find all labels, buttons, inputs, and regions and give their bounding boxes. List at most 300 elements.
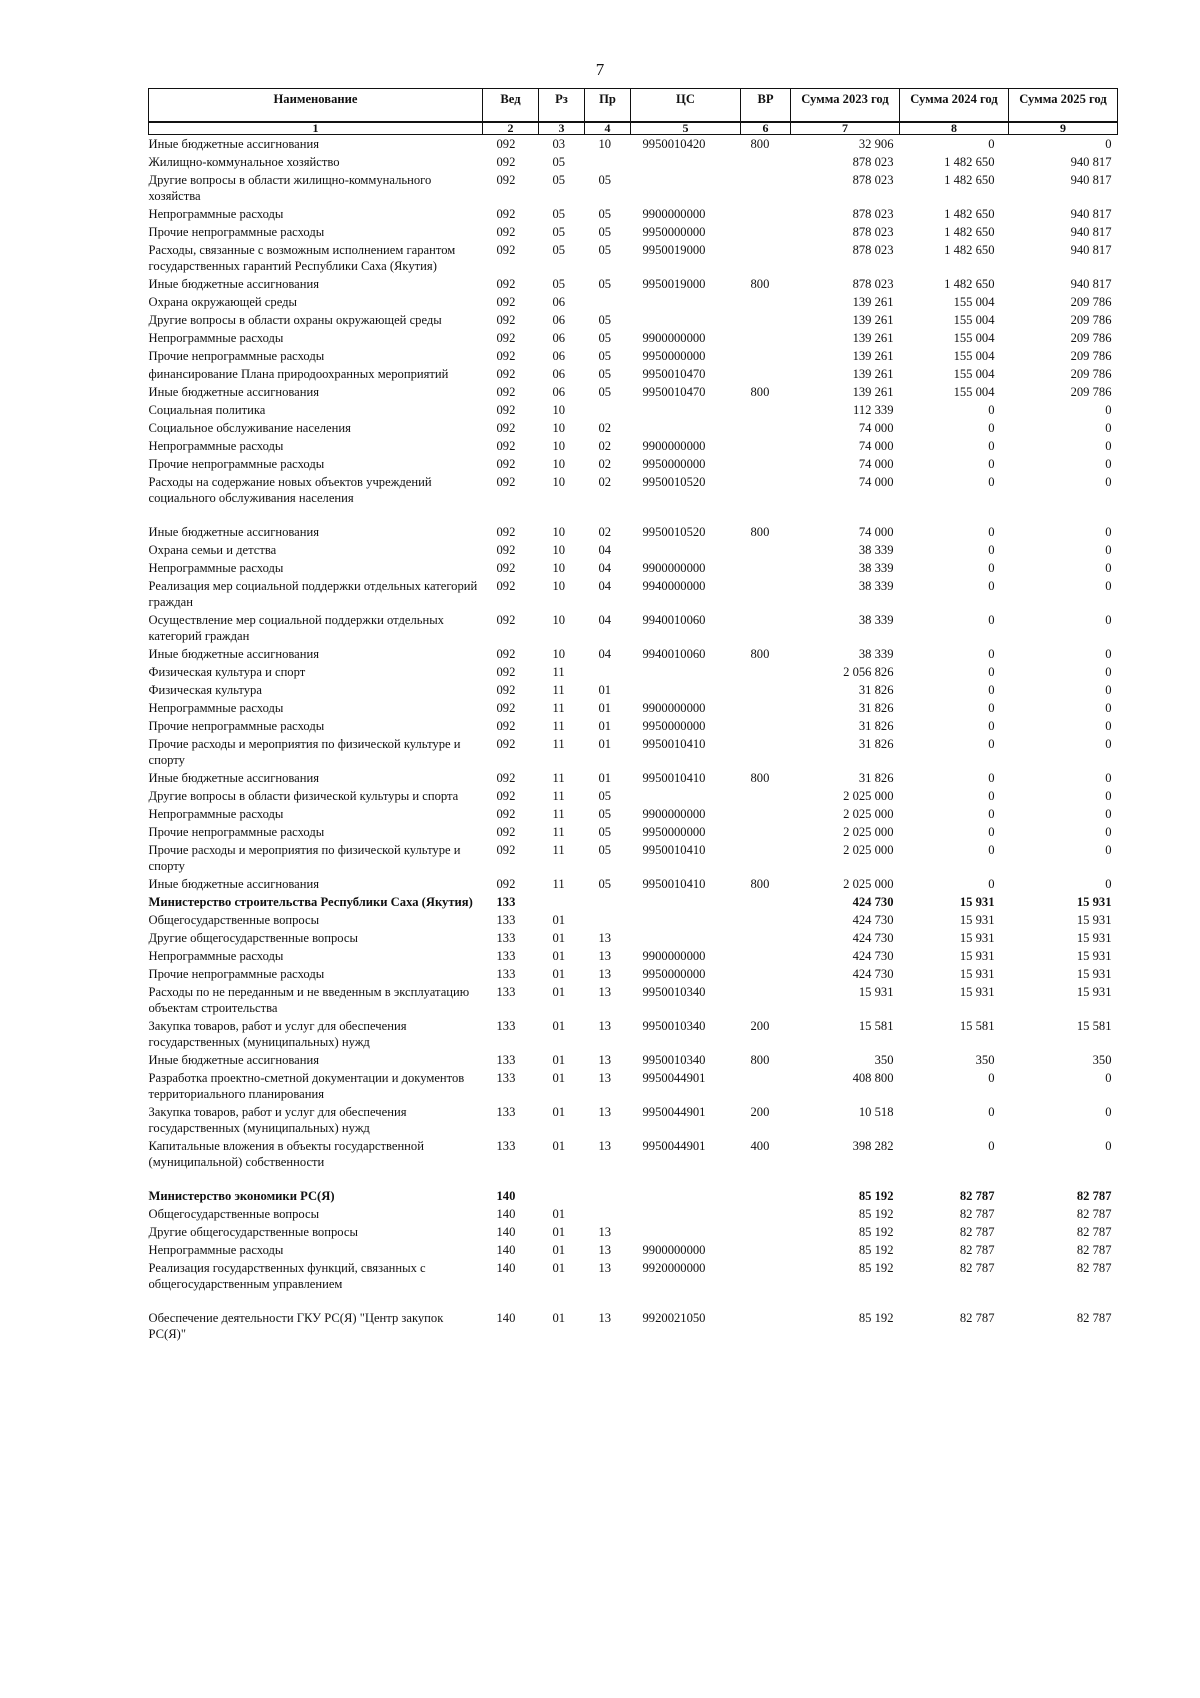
row-sum-2025: 15 931: [1076, 985, 1112, 999]
row-sum-2024: 0: [988, 877, 995, 891]
row-sum-2023: 2 025 000: [843, 789, 894, 803]
row-sum-2024: 0: [988, 613, 995, 627]
table-row: [149, 805, 1118, 823]
row-vr: [741, 1069, 791, 1103]
row-name: Реализация государственных функций, связанных с общегосударственным управлением: [148, 1261, 426, 1291]
row-rz: 01: [552, 1139, 566, 1153]
row-name: Прочие непрограммные расходы: [148, 719, 325, 733]
row-sum-2024: 0: [988, 561, 995, 575]
column-number: 1: [149, 122, 483, 135]
row-pr: 05: [598, 173, 612, 187]
row-name: Непрограммные расходы: [148, 701, 284, 715]
row-sum-2023: 38 339: [858, 579, 894, 593]
row-ved: 092: [496, 771, 516, 785]
table-row: [149, 893, 1118, 911]
row-ved: 133: [496, 949, 516, 963]
row-vr: [741, 171, 791, 205]
row-sum-2025: 0: [1105, 701, 1112, 715]
row-pr: 05: [598, 277, 612, 291]
row-sum-2023: 38 339: [858, 647, 894, 661]
row-sum-2025: 15 931: [1076, 949, 1112, 963]
table-row: [149, 473, 1118, 507]
row-cs: 9950044901: [642, 1071, 706, 1085]
row-cs: 9900000000: [642, 331, 706, 345]
row-sum-2025: 82 787: [1076, 1243, 1112, 1257]
row-cs: 9950044901: [642, 1139, 706, 1153]
table-row: [149, 275, 1118, 293]
row-cs: 9940010060: [642, 613, 706, 627]
row-rz: 01: [552, 985, 566, 999]
row-rz: 05: [552, 207, 566, 221]
row-ved: 092: [496, 313, 516, 327]
row-cs: 9950010340: [642, 1019, 706, 1033]
row-cs: [631, 293, 741, 311]
row-rz: 05: [552, 225, 566, 239]
row-name: Другие общегосударственные вопросы: [148, 931, 358, 945]
table-row: [149, 577, 1118, 611]
row-sum-2023: 2 025 000: [843, 843, 894, 857]
column-number: 3: [539, 122, 585, 135]
row-rz: 05: [552, 243, 566, 257]
row-ved: 092: [496, 665, 516, 679]
row-sum-2025: 0: [1105, 421, 1112, 435]
row-rz: 01: [552, 1311, 566, 1325]
row-pr: 02: [598, 457, 612, 471]
row-rz: [539, 1187, 585, 1205]
row-pr: 13: [598, 1105, 612, 1119]
row-cs: [631, 311, 741, 329]
row-sum-2023: 350: [874, 1053, 894, 1067]
row-ved: 140: [496, 1243, 516, 1257]
row-rz: 11: [552, 771, 565, 785]
row-pr: 05: [598, 385, 612, 399]
row-vr: [741, 455, 791, 473]
row-sum-2023: 878 023: [852, 173, 894, 187]
row-ved: 133: [496, 1053, 516, 1067]
row-name: Капитальные вложения в объекты государственной (муниципальной) собственности: [148, 1139, 424, 1169]
row-cs: [631, 929, 741, 947]
row-name: Расходы по не переданным и не введенным в эксплуатацию объектам строительства: [148, 985, 470, 1015]
table-row: [149, 1259, 1118, 1293]
row-sum-2023: 38 339: [858, 543, 894, 557]
row-rz: 01: [552, 1225, 566, 1239]
row-vr: 800: [750, 525, 770, 539]
row-pr: 02: [598, 421, 612, 435]
header-sum-2025: Сумма 2025 год: [1009, 89, 1118, 123]
row-sum-2023: 139 261: [852, 295, 894, 309]
row-sum-2024: 155 004: [953, 313, 995, 327]
row-sum-2025: 0: [1105, 1105, 1112, 1119]
row-sum-2024: 0: [988, 737, 995, 751]
row-ved: 092: [496, 843, 516, 857]
table-row: [149, 541, 1118, 559]
row-sum-2025: 82 787: [1076, 1189, 1112, 1203]
table-row: [149, 1223, 1118, 1241]
row-rz: 11: [552, 665, 565, 679]
column-number-row: [149, 122, 1118, 135]
row-sum-2023: 878 023: [852, 243, 894, 257]
row-sum-2025: 0: [1105, 475, 1112, 489]
row-rz: [539, 893, 585, 911]
row-sum-2025: 209 786: [1070, 313, 1112, 327]
row-ved: 092: [496, 331, 516, 345]
row-vr: [741, 419, 791, 437]
row-cs: [631, 171, 741, 205]
row-pr: 05: [598, 367, 612, 381]
row-vr: [741, 965, 791, 983]
row-name: Осуществление мер социальной поддержки отдельных категорий граждан: [148, 613, 444, 643]
row-sum-2023: 424 730: [852, 931, 894, 945]
row-vr: [741, 611, 791, 645]
row-cs: 9920021050: [642, 1311, 706, 1325]
row-vr: 200: [750, 1019, 770, 1033]
row-rz: 01: [552, 931, 566, 945]
row-sum-2023: 74 000: [858, 421, 894, 435]
table-row: [149, 1069, 1118, 1103]
row-pr: 02: [598, 525, 612, 539]
row-spacer: [149, 1171, 1118, 1187]
row-sum-2025: 940 817: [1070, 277, 1112, 291]
row-ved: 092: [496, 173, 516, 187]
row-sum-2023: 424 730: [852, 949, 894, 963]
row-rz: 11: [552, 789, 565, 803]
row-sum-2024: 155 004: [953, 295, 995, 309]
table-row: [149, 365, 1118, 383]
row-vr: [741, 911, 791, 929]
row-sum-2025: 940 817: [1070, 155, 1112, 169]
row-vr: [741, 787, 791, 805]
row-sum-2023: 85 192: [858, 1207, 894, 1221]
row-vr: 800: [750, 1053, 770, 1067]
row-sum-2025: 15 931: [1076, 913, 1112, 927]
row-name: Физическая культура: [148, 683, 262, 697]
header-cs: ЦС: [631, 89, 741, 123]
row-name: Непрограммные расходы: [148, 207, 284, 221]
row-sum-2023: 74 000: [858, 457, 894, 471]
table-row: [149, 347, 1118, 365]
row-vr: [741, 1259, 791, 1293]
row-vr: 800: [750, 385, 770, 399]
row-rz: 01: [552, 967, 566, 981]
row-vr: [741, 929, 791, 947]
row-sum-2025: 0: [1105, 137, 1112, 151]
row-name: Непрограммные расходы: [148, 1243, 284, 1257]
row-sum-2024: 0: [988, 1071, 995, 1085]
row-ved: 092: [496, 543, 516, 557]
row-ved: 140: [496, 1311, 516, 1325]
row-pr: 05: [598, 349, 612, 363]
header-pr: Пр: [585, 89, 631, 123]
row-sum-2023: 424 730: [852, 913, 894, 927]
row-ved: 092: [496, 719, 516, 733]
row-ved: 092: [496, 207, 516, 221]
table-row: [149, 663, 1118, 681]
row-sum-2023: 85 192: [858, 1225, 894, 1239]
row-sum-2025: 15 581: [1076, 1019, 1112, 1033]
row-sum-2025: 15 931: [1076, 931, 1112, 945]
table-row: [149, 769, 1118, 787]
row-ved: 092: [496, 349, 516, 363]
row-sum-2024: 0: [988, 665, 995, 679]
table-row: [149, 135, 1118, 154]
row-rz: 10: [552, 613, 566, 627]
table-row: [149, 823, 1118, 841]
row-sum-2025: 82 787: [1076, 1311, 1112, 1325]
row-ved: 092: [496, 647, 516, 661]
row-name: Закупка товаров, работ и услуг для обеспечения государственных (муниципальных) нужд: [148, 1019, 407, 1049]
column-number: 2: [483, 122, 539, 135]
row-ved: 133: [496, 1019, 516, 1033]
row-name: Прочие расходы и мероприятия по физической культуре и спорту: [148, 843, 461, 873]
table-row: [149, 681, 1118, 699]
row-vr: [741, 1223, 791, 1241]
row-sum-2024: 0: [988, 647, 995, 661]
row-sum-2024: 0: [988, 579, 995, 593]
row-pr: 05: [598, 789, 612, 803]
row-vr: [741, 805, 791, 823]
column-number: 7: [791, 122, 900, 135]
row-rz: 01: [552, 1261, 566, 1275]
table-body: [149, 135, 1118, 1344]
row-sum-2024: 0: [988, 137, 995, 151]
row-pr: 05: [598, 225, 612, 239]
row-rz: 06: [552, 295, 566, 309]
row-pr: 13: [598, 1139, 612, 1153]
row-vr: 800: [750, 137, 770, 151]
row-cs: [631, 787, 741, 805]
table-row: [149, 911, 1118, 929]
row-sum-2025: 0: [1105, 525, 1112, 539]
row-rz: 10: [552, 543, 566, 557]
row-sum-2023: 74 000: [858, 525, 894, 539]
row-rz: 10: [552, 579, 566, 593]
row-sum-2024: 0: [988, 771, 995, 785]
row-cs: 9950010410: [642, 771, 706, 785]
row-sum-2025: 15 931: [1076, 967, 1112, 981]
row-ved: 092: [496, 295, 516, 309]
row-sum-2025: 0: [1105, 719, 1112, 733]
row-cs: 9950010420: [642, 137, 706, 151]
row-pr: 13: [598, 1019, 612, 1033]
table-row: [149, 1017, 1118, 1051]
row-ved: 133: [496, 985, 516, 999]
row-pr: 13: [598, 931, 612, 945]
row-sum-2025: 940 817: [1070, 243, 1112, 257]
row-rz: 06: [552, 331, 566, 345]
row-pr: [585, 1187, 631, 1205]
row-sum-2025: 0: [1105, 789, 1112, 803]
row-name: Другие вопросы в области жилищно-коммунального хозяйства: [148, 173, 432, 203]
row-pr: 13: [598, 949, 612, 963]
row-name: Реализация мер социальной поддержки отдельных категорий граждан: [148, 579, 478, 609]
row-sum-2025: 0: [1105, 543, 1112, 557]
row-ved: 092: [496, 225, 516, 239]
row-cs: 9950010340: [642, 985, 706, 999]
row-sum-2024: 155 004: [953, 331, 995, 345]
row-sum-2023: 74 000: [858, 475, 894, 489]
row-name: Иные бюджетные ассигнования: [148, 525, 320, 539]
row-sum-2024: 1 482 650: [944, 207, 995, 221]
row-sum-2024: 82 787: [959, 1207, 995, 1221]
row-name: Жилищно-коммунальное хозяйство: [148, 155, 340, 169]
row-rz: 11: [552, 877, 565, 891]
row-name: Министерство строительства Республики Саха (Якутия): [148, 895, 473, 909]
row-name: Общегосударственные вопросы: [148, 1207, 320, 1221]
row-spacer: [149, 1293, 1118, 1309]
row-sum-2025: 940 817: [1070, 225, 1112, 239]
row-ved: 092: [496, 137, 516, 151]
row-pr: [585, 153, 631, 171]
row-vr: [741, 1205, 791, 1223]
row-pr: 02: [598, 439, 612, 453]
row-sum-2025: 15 931: [1076, 895, 1112, 909]
row-sum-2023: 139 261: [852, 313, 894, 327]
row-sum-2025: 82 787: [1076, 1225, 1112, 1239]
row-pr: 01: [598, 683, 612, 697]
row-sum-2024: 0: [988, 825, 995, 839]
row-name: Расходы на содержание новых объектов учреждений социального обслуживания населения: [148, 475, 432, 505]
row-ved: 092: [496, 789, 516, 803]
row-sum-2025: 0: [1105, 1139, 1112, 1153]
row-sum-2024: 155 004: [953, 367, 995, 381]
table-row: [149, 1103, 1118, 1137]
row-rz: 06: [552, 367, 566, 381]
table-row: [149, 1187, 1118, 1205]
row-sum-2024: 15 931: [959, 913, 995, 927]
row-rz: 03: [552, 137, 566, 151]
row-name: Непрограммные расходы: [148, 561, 284, 575]
table-row: [149, 645, 1118, 663]
row-sum-2023: 85 192: [858, 1261, 894, 1275]
row-pr: 04: [598, 613, 612, 627]
row-sum-2025: 209 786: [1070, 349, 1112, 363]
row-sum-2024: 0: [988, 525, 995, 539]
row-ved: 092: [496, 243, 516, 257]
row-rz: 06: [552, 385, 566, 399]
row-name: Расходы, связанные с возможным исполнением гарантом государственных гарантий Республики Саха (Якутия): [148, 243, 456, 273]
row-sum-2024: 82 787: [959, 1261, 995, 1275]
page-number: 7: [595, 60, 605, 79]
row-sum-2024: 0: [988, 439, 995, 453]
row-rz: 05: [552, 277, 566, 291]
row-sum-2025: 0: [1105, 877, 1112, 891]
row-pr: 02: [598, 475, 612, 489]
row-sum-2023: 31 826: [858, 737, 894, 751]
row-sum-2024: 0: [988, 683, 995, 697]
row-cs: 9950019000: [642, 277, 706, 291]
row-sum-2025: 0: [1105, 647, 1112, 661]
row-vr: [741, 559, 791, 577]
row-vr: [741, 841, 791, 875]
row-name: Иные бюджетные ассигнования: [148, 1053, 320, 1067]
row-vr: [741, 681, 791, 699]
row-ved: 092: [496, 475, 516, 489]
row-sum-2024: 0: [988, 789, 995, 803]
row-vr: [741, 401, 791, 419]
row-ved: 092: [496, 525, 516, 539]
row-name: Физическая культура и спорт: [148, 665, 306, 679]
row-sum-2025: 0: [1105, 737, 1112, 751]
row-sum-2025: 0: [1105, 403, 1112, 417]
row-sum-2024: 0: [988, 421, 995, 435]
row-sum-2023: 85 192: [858, 1243, 894, 1257]
row-rz: 10: [552, 439, 566, 453]
row-sum-2023: 85 192: [858, 1311, 894, 1325]
row-pr: [585, 911, 631, 929]
row-cs: [631, 893, 741, 911]
row-vr: [741, 205, 791, 223]
row-sum-2023: 139 261: [852, 367, 894, 381]
row-pr: 05: [598, 877, 612, 891]
table-row: [149, 223, 1118, 241]
row-sum-2023: 15 581: [858, 1019, 894, 1033]
row-cs: 9950010520: [642, 475, 706, 489]
row-ved: 140: [496, 1207, 516, 1221]
row-sum-2025: 350: [1092, 1053, 1112, 1067]
row-name: Охрана окружающей среды: [148, 295, 297, 309]
row-sum-2024: 155 004: [953, 349, 995, 363]
row-rz: 01: [552, 1019, 566, 1033]
row-ved: 140: [496, 1225, 516, 1239]
column-number: 9: [1009, 122, 1118, 135]
row-rz: 11: [552, 825, 565, 839]
row-cs: [631, 663, 741, 681]
column-number: 4: [585, 122, 631, 135]
row-sum-2025: 0: [1105, 683, 1112, 697]
table-row: [149, 611, 1118, 645]
row-vr: 800: [750, 877, 770, 891]
row-sum-2024: 0: [988, 543, 995, 557]
row-ved: 092: [496, 561, 516, 575]
row-vr: [741, 577, 791, 611]
row-vr: [741, 153, 791, 171]
table-row: [149, 875, 1118, 893]
row-cs: 9950000000: [642, 719, 706, 733]
row-ved: 092: [496, 457, 516, 471]
row-pr: 01: [598, 719, 612, 733]
row-pr: 04: [598, 579, 612, 593]
row-sum-2025: 82 787: [1076, 1207, 1112, 1221]
row-name: Прочие непрограммные расходы: [148, 825, 325, 839]
row-sum-2025: 0: [1105, 561, 1112, 575]
row-ved: 092: [496, 807, 516, 821]
table-row: [149, 929, 1118, 947]
row-sum-2025: 0: [1105, 807, 1112, 821]
row-rz: 01: [552, 1053, 566, 1067]
row-ved: 092: [496, 421, 516, 435]
row-vr: [741, 223, 791, 241]
row-sum-2025: 209 786: [1070, 295, 1112, 309]
row-pr: 04: [598, 561, 612, 575]
row-cs: 9950010410: [642, 843, 706, 857]
row-pr: 04: [598, 543, 612, 557]
row-rz: 01: [552, 1243, 566, 1257]
row-pr: 05: [598, 313, 612, 327]
row-ved: 133: [496, 913, 516, 927]
row-ved: 092: [496, 701, 516, 715]
row-vr: [741, 983, 791, 1017]
row-name: Охрана семьи и детства: [148, 543, 277, 557]
row-name: Закупка товаров, работ и услуг для обеспечения государственных (муниципальных) нужд: [148, 1105, 407, 1135]
row-name: Разработка проектно-сметной документации и документов территориального планирования: [148, 1071, 465, 1101]
row-ved: 092: [496, 825, 516, 839]
row-cs: 9940010060: [642, 647, 706, 661]
header-rz: Рз: [539, 89, 585, 123]
row-sum-2025: 209 786: [1070, 385, 1112, 399]
row-sum-2024: 82 787: [959, 1243, 995, 1257]
row-rz: 06: [552, 349, 566, 363]
table-row: [149, 841, 1118, 875]
